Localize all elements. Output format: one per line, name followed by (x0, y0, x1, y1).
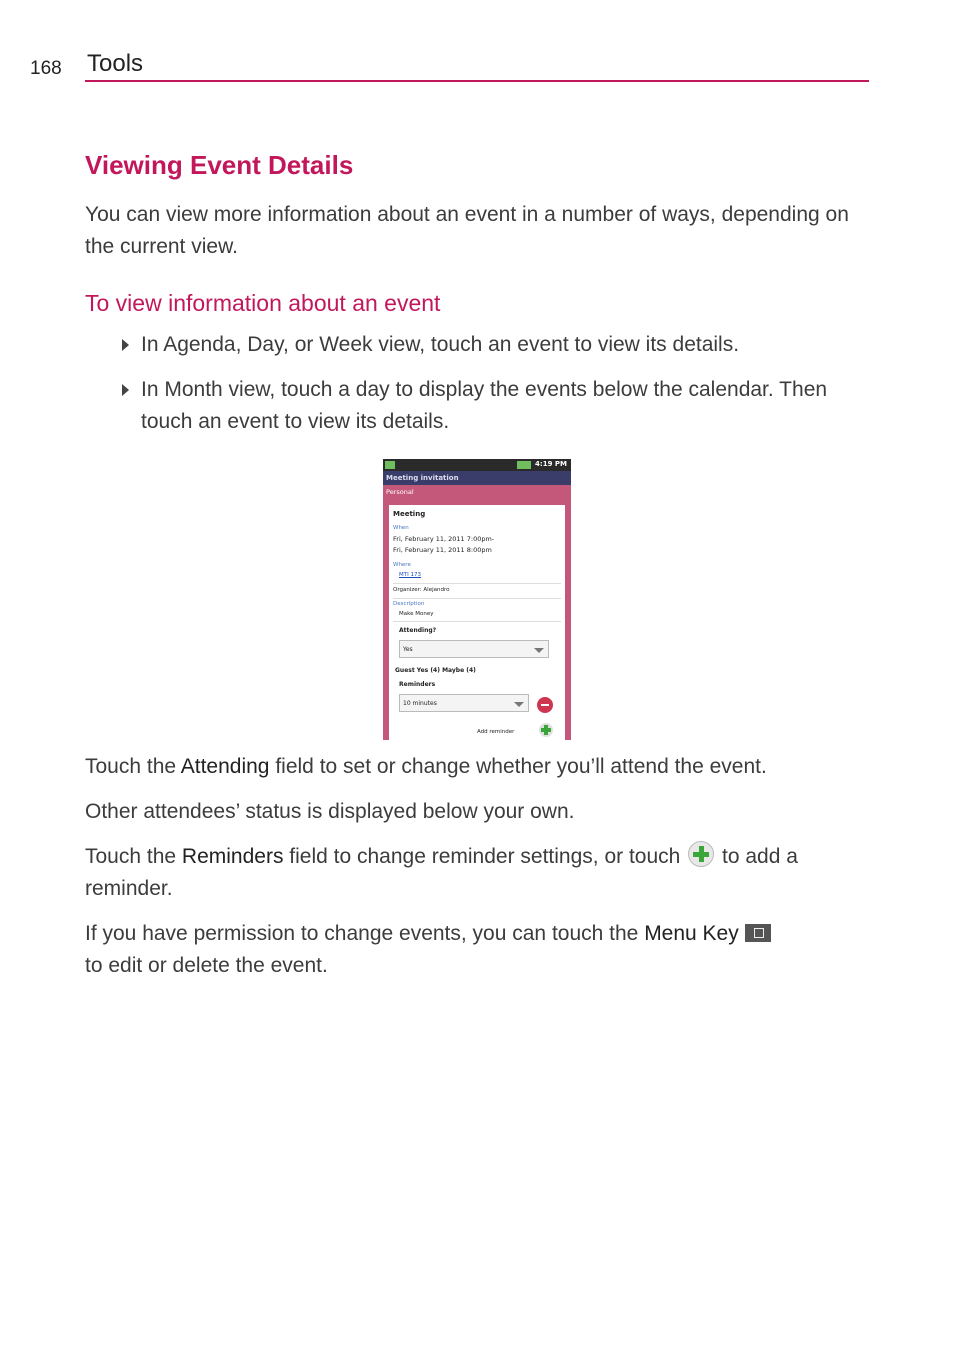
menu-key-icon (745, 924, 771, 942)
where-link[interactable]: MTI 173 (399, 572, 421, 578)
menu-key-term: Menu Key (644, 922, 739, 945)
reminder-value: 10 minutes (403, 700, 437, 707)
screen-title: Meeting invitation (383, 471, 571, 485)
divider (393, 598, 561, 599)
add-reminder-icon[interactable] (539, 723, 553, 737)
status-bar (383, 459, 571, 471)
reminders-label: Reminders (399, 681, 436, 688)
menu-paragraph (85, 918, 875, 982)
others-paragraph: Other attendees’ status is displayed below your own. (85, 800, 575, 823)
event-card (389, 505, 565, 740)
text-span: Touch the (85, 845, 182, 868)
text-span: Touch the (85, 755, 181, 778)
bullet-item: In Agenda, Day, or Week view, touch an event to view its details. (141, 333, 740, 356)
attending-label: Attending? (399, 627, 437, 634)
divider (393, 621, 561, 622)
text-span: If you have permission to change events, you can touch the (85, 922, 645, 945)
organizer: Organizer: Alejandro (393, 587, 450, 593)
divider (393, 583, 561, 584)
when-start: Fri, February 11, 2011 7:00pm- (393, 535, 495, 543)
add-reminder-label: Add reminder (477, 729, 515, 735)
reminder-select[interactable] (399, 694, 529, 712)
reminders-term: Reminders (181, 845, 284, 868)
remove-reminder-icon[interactable] (537, 697, 553, 713)
bullet-item: In Month view, touch a day to display the events below the calendar. Then touch an event to view its details. (141, 378, 828, 433)
when-label: When (393, 525, 409, 531)
page-number: 168 (30, 58, 62, 79)
when-end: Fri, February 11, 2011 8:00pm (393, 546, 492, 554)
bullet-arrow-icon (122, 339, 129, 351)
calendar-name: Personal (386, 488, 414, 496)
event-title: Meeting (393, 510, 426, 518)
intro-text: You can view more information about an event in a number of ways, depending on the current view. (85, 203, 849, 258)
subheading: To view information about an event (85, 290, 441, 316)
attending-paragraph (85, 751, 875, 783)
notification-icon (385, 461, 395, 469)
reminders-paragraph (85, 841, 875, 905)
event-details-screenshot (383, 459, 571, 740)
header-rule (85, 80, 869, 82)
attending-value: Yes (403, 646, 413, 653)
text-span: field to set or change whether you’ll attend the event. (269, 755, 767, 778)
guest-summary: Guest Yes (4) Maybe (4) (395, 667, 476, 674)
text-span: to edit or delete the event. (85, 954, 328, 977)
attending-select[interactable] (399, 640, 549, 658)
status-time: 4:19 PM (535, 460, 567, 468)
text-span: to add a reminder. (85, 845, 798, 900)
description-label: Description (393, 601, 425, 607)
section-title: Tools (87, 50, 144, 77)
attending-term: Attending (180, 755, 270, 778)
dropdown-arrow-icon (534, 648, 544, 653)
plus-icon (688, 841, 714, 867)
dropdown-arrow-icon (514, 702, 524, 707)
text-span: field to change reminder settings, or touch (283, 845, 687, 868)
battery-icon (517, 461, 531, 469)
description-value: Make Money (399, 611, 434, 617)
bullet-arrow-icon (122, 384, 129, 396)
page-heading: Viewing Event Details (85, 150, 354, 180)
where-label: Where (393, 562, 411, 568)
